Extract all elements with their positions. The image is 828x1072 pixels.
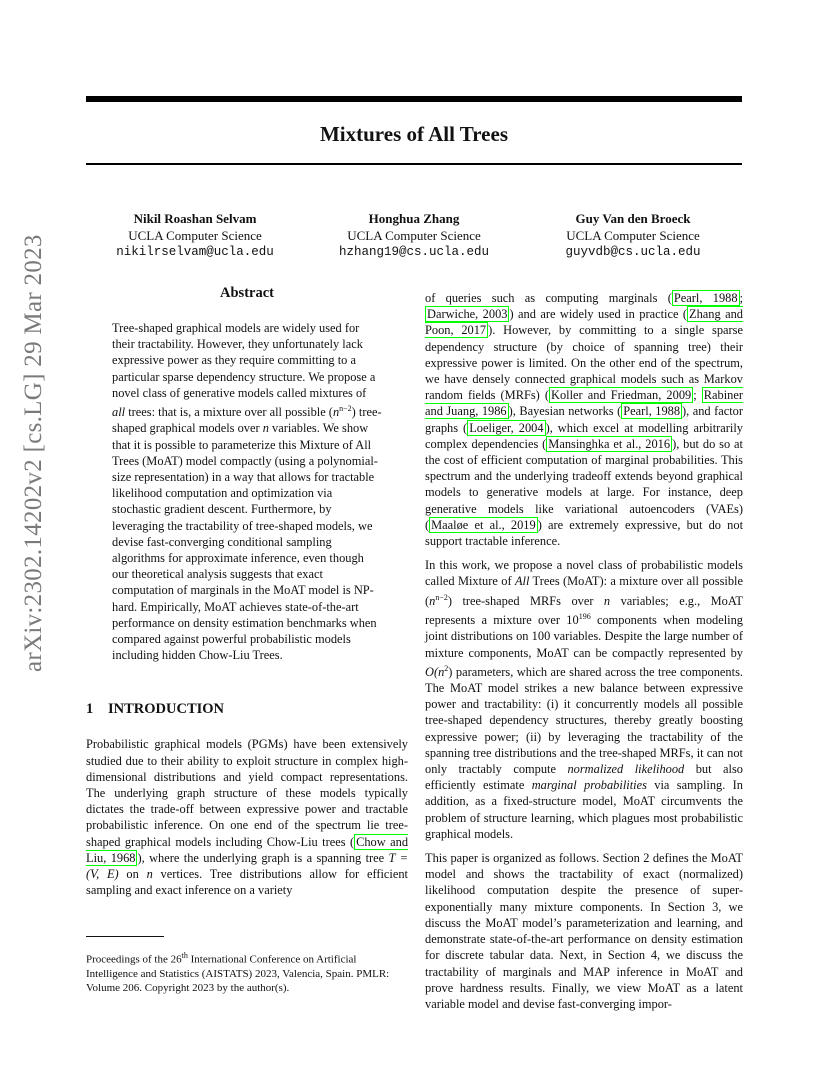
section-heading: [86, 701, 408, 718]
abstract-part: trees: that is, a mixture over all possible (: [125, 405, 333, 420]
text-run: ), where the underlying graph is a spanning tree: [137, 850, 389, 865]
citation-link[interactable]: Loeliger, 2004: [469, 420, 544, 435]
abstract-part: ) tree-shaped graphical models over: [112, 405, 382, 436]
author-block: [86, 210, 742, 261]
math-var: n: [262, 421, 269, 436]
author-email: hzhang19@cs.ucla.edu: [338, 245, 490, 259]
emphasis: normalized likelihood: [567, 762, 685, 777]
text-run: via sampling. In addition, as a fixed-structure model, MoAT circumvents the problem of structure learning, which plagues most probabilistic graphical models.: [425, 778, 743, 841]
citation-link[interactable]: Darwiche, 2003: [427, 307, 508, 322]
text-run: ), but do so at the cost of efficient computation of marginal probabilities. This spectrum and the underlying tradeoff extends beyond graphical models to generative models at large. For instance, deep generative models like variational autoencoders (VAEs) (: [425, 436, 743, 532]
text-run: ), which excel at modelling arbitrarily complex dependencies (: [425, 420, 744, 451]
text-run: vertices. Tree distributions allow for efficient sampling and exact inference on a variety: [86, 867, 408, 898]
title-rule-bottom: [86, 163, 742, 165]
math-var: n: [603, 593, 611, 608]
citation-link[interactable]: Maaløe et al., 2019: [431, 517, 536, 532]
text-run: components when modeling joint distributions on 100 variables. Despite the large number of mixture components, MoAT can be compactly represented by: [425, 613, 743, 660]
citation-link[interactable]: Rabiner and Juang, 1986: [425, 388, 743, 419]
intro-paragraph-1: [86, 736, 408, 898]
citation-link[interactable]: Chow and Liu, 1968: [86, 834, 409, 865]
text-run: In this work, we propose a novel class of probabilistic models called Mixture of: [425, 558, 743, 589]
math-var: n: [429, 593, 436, 608]
text-run: ;: [739, 291, 744, 305]
text-run: Probabilistic graphical models (PGMs) have been extensively studied due to their ability to exploit structure in complex high-dimensional distributions and yield compact representations. The underlying graph structure of these models typically dictates the trade-off between expressive power and tractable probabilistic inference. On one end of the spectrum lie tree-shaped graphical models including Chow-Liu trees (: [86, 737, 408, 849]
text-run: Trees (MoAT): a mixture over all possible (: [425, 574, 743, 608]
abstract-text: [112, 320, 382, 663]
text-run: on: [118, 867, 147, 882]
author-email: guyvdb@cs.ucla.edu: [565, 245, 701, 259]
author-email: nikilrselvam@ucla.edu: [116, 245, 274, 259]
text-run: ): [448, 664, 453, 679]
citation-link[interactable]: Mansinghka et al., 2016: [548, 436, 671, 451]
citation-link[interactable]: Zhang and Poon, 2017: [425, 307, 743, 338]
math-exponent: n−2: [435, 592, 448, 602]
text-run: International Conference on Artificial Intelligence and Statistics (AISTATS) 2023, Valencia, Spain. PMLR: Volume 206. Copyright 2023 by the author(s).: [86, 953, 390, 994]
citation-link[interactable]: Pearl, 1988: [673, 291, 738, 305]
text-run: ) tree-shaped MRFs over: [447, 593, 604, 608]
text-run: variables; e.g., MoAT represents a mixture over 10: [425, 593, 743, 628]
text-run: but also efficiently estimate: [425, 762, 743, 793]
math-expression: T = (V, E): [86, 850, 408, 882]
author-affiliation: UCLA Computer Science: [128, 228, 262, 243]
math-var: n: [332, 405, 340, 420]
author-name: Guy Van den Broeck: [575, 211, 691, 226]
text-run: ), Bayesian networks (: [508, 404, 622, 419]
author-1: [86, 210, 304, 261]
math-expression: O(n: [425, 664, 445, 679]
author-3: [524, 210, 742, 261]
title-rule-top: [86, 96, 742, 102]
citation-link[interactable]: Koller and Friedman, 2009: [551, 388, 692, 403]
text-run: ) and are widely used in practice (: [509, 307, 688, 322]
text-run: ;: [693, 388, 702, 403]
math-var: n: [146, 867, 153, 882]
math-exponent: 196: [578, 611, 591, 621]
paper-title: Mixtures of All Trees: [319, 122, 508, 146]
left-column: [86, 285, 408, 906]
abstract-part: Tree-shaped graphical models are widely used for their tractability. However, they unfortunately lack expressive power as they require committing to a particular sparse dependency structure. We propose a novel class of generative models called mixtures of: [112, 321, 376, 400]
intro-paragraph-4: This paper is organized as follows. Section 2 defines the MoAT model and shows the tractability of exact (normalized) likelihood computation despite the presence of super-exponentially many mixture components. In Section 3, we discuss the MoAT model’s parameterization and learning, and demonstrate state-of-the-art performance on density estimation for discrete tabular data. Next, in Section 4, we discuss the tractability of marginals and MAP inference in MoAT and prove hardness results. Finally, we view MoAT as a latent variable model and devise fast-converging impor-: [425, 851, 743, 1011]
footnote: [86, 949, 408, 995]
abstract-heading: Abstract: [220, 285, 274, 301]
section-number: 1: [86, 701, 94, 718]
footnote-rule: [86, 936, 164, 937]
author-affiliation: UCLA Computer Science: [347, 228, 481, 243]
superscript: th: [181, 951, 188, 960]
text-run: ) are extremely expressive, but do not support tractable inference.: [425, 517, 744, 549]
arxiv-identifier: arXiv:2302.14202v2 [cs.LG] 29 Mar 2023: [20, 234, 47, 672]
text-run: parameters, which are shared across the tree components. The MoAT model strikes a new balance between expressive power and tractability: (i) it concurrently models all possible tree-shaped dependency structures, thereby greatly boosting expressive power; (ii) by leveraging the tractability of the spanning tree distributions and the tree-shaped MRFs, it can not only tractably compute: [425, 664, 743, 777]
intro-paragraph-2: [425, 290, 743, 549]
text-run: ). However, by committing to a single sparse dependency structure (by choice of spanning tree) their expressive power is limited. On the other end of the spectrum, we have densely connected graphical models such as Markov random fields (MRFs) (: [425, 323, 743, 403]
author-name: Honghua Zhang: [368, 211, 460, 226]
abstract-part: variables. We show that it is possible to parameterize this Mixture of All Trees (MoAT) model compactly (using a polynomial-size representation) in a way that allows for tractable likelihood computation and optimization via stochastic gradient descent. Furthermore, by leveraging the tractability of tree-shaped models, we devise fast-converging conditional sampling algorithms for approximate inference, even though our theoretical analysis suggests that exact computation of marginals in the MoAT model is NP-hard. Empirically, MoAT achieves state-of-the-art performance on density estimation benchmarks when compared against powerful probabilistic models including hidden Chow-Liu Trees.: [112, 421, 378, 663]
abstract-emphasis: all: [112, 405, 126, 420]
author-name: Nikil Roashan Selvam: [133, 211, 257, 226]
text-run: Proceedings of the 26: [86, 953, 182, 966]
text-run: ), and factor graphs (: [425, 404, 743, 435]
right-column: [425, 290, 743, 1020]
math-exponent: n−2: [339, 404, 352, 414]
intro-paragraph-3: [425, 557, 743, 842]
citation-link[interactable]: Pearl, 1988: [623, 404, 681, 419]
author-2: [305, 210, 523, 261]
math-exponent: 2: [444, 663, 449, 673]
emphasis: marginal probabilities: [531, 778, 647, 793]
section-title: INTRODUCTION: [108, 701, 225, 718]
emphasis: All: [514, 574, 530, 589]
text-run: of queries such as computing marginals (: [425, 291, 672, 305]
author-affiliation: UCLA Computer Science: [566, 228, 700, 243]
